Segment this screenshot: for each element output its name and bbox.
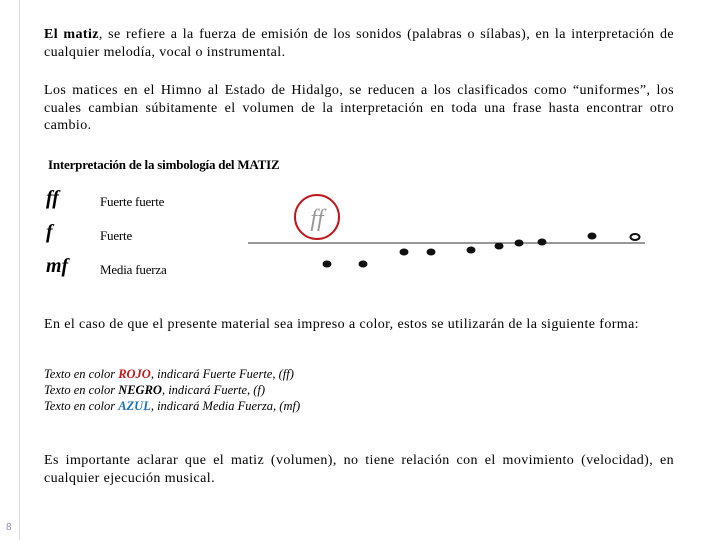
- symbol-ff-label: Fuerte fuerte: [100, 194, 165, 209]
- note: [515, 240, 524, 247]
- example-black: Texto en color NEGRO, indicará Fuerte, (f): [44, 383, 266, 397]
- symbol-f-label: Fuerte: [100, 228, 133, 243]
- example-blue: Texto en color AZUL, indicará Media Fuerza, (mf): [44, 399, 301, 413]
- note: [467, 247, 476, 254]
- music-staff-illustration: [240, 190, 650, 275]
- note: [323, 261, 332, 268]
- note: [359, 261, 368, 268]
- symbol-ff: ff: [46, 187, 59, 209]
- symbol-mf: mf: [46, 255, 69, 277]
- symbol-f: f: [46, 221, 53, 243]
- definition-text: , se refiere a la fuerza de emisión de los sonidos (palabras o sílabas), en la interpretación de cualquier melodía, vocal o instrumental.: [44, 27, 674, 60]
- note: [588, 233, 597, 240]
- paragraph-color-usage: En el caso de que el presente material sea impreso a color, estos se utilizarán de la siguiente forma:: [44, 317, 639, 332]
- half-note: [631, 234, 640, 240]
- color-word-black: NEGRO: [118, 383, 162, 397]
- symbol-mf-label: Media fuerza: [100, 262, 167, 277]
- color-word-red: ROJO: [118, 367, 151, 381]
- color-examples: [44, 366, 300, 414]
- page-margin-line: [19, 0, 20, 540]
- note: [538, 239, 547, 246]
- symbology-heading: Interpretación de la simbología del MATIZ: [48, 157, 280, 172]
- paragraph-matiz-definition: [44, 26, 674, 61]
- term-matiz: El matiz: [44, 27, 99, 42]
- example-red: Texto en color ROJO, indicará Fuerte Fuerte, (ff): [44, 367, 294, 381]
- note: [400, 249, 409, 256]
- note: [495, 243, 504, 250]
- circled-ff-symbol: ff: [310, 206, 324, 232]
- paragraph-himno-matices: Los matices en el Himno al Estado de Hidalgo, se reducen a los clasificados como “uniformes”, los cuales cambian súbitamente el volumen de la interpretación en toda una frase hasta encontrar otro cambio.: [44, 83, 674, 133]
- page-number: 8: [6, 522, 12, 533]
- note: [427, 249, 436, 256]
- paragraph-matiz-vs-movimiento: Es importante aclarar que el matiz (volumen), no tiene relación con el movimiento (velocidad), en cualquier ejecución musical.: [44, 453, 674, 486]
- color-word-blue: AZUL: [118, 399, 151, 413]
